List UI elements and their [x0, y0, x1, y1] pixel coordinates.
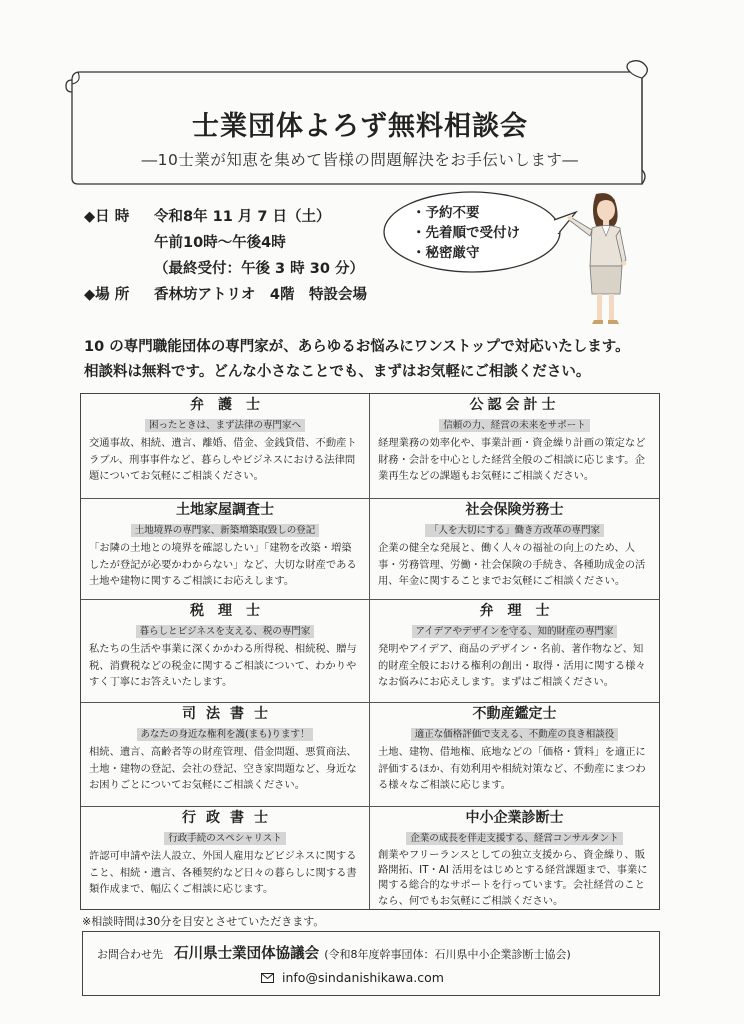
service-name: 不動産鑑定士 [472, 706, 557, 722]
service-cell-real-estate-appraiser [370, 703, 659, 807]
service-description: 企業の健全な発展と、働く人々の福祉の向上のため、人事・労務管理、労働・社会保険の手続き、各種助成金の活用、年金に関することまでお気軽にご相談ください。 [378, 542, 646, 587]
service-name: 弁理士 [479, 603, 564, 619]
place-value: 香林坊アトリオ 4階 特設会場 [154, 287, 367, 303]
intro-text [84, 335, 630, 385]
services-table [80, 393, 660, 910]
service-cell-cpa [370, 394, 659, 499]
service-name: 社会保険労務士 [465, 502, 564, 518]
service-tagline: 適正な価格評価で支える、不動産の良き相談役 [411, 728, 619, 741]
service-cell-tax-accountant [81, 600, 370, 703]
consultation-time-note: ※相談時間は30分を目安とさせていただきます。 [82, 915, 325, 928]
bubble-item: ・秘密厳守 [412, 245, 480, 261]
intro-line: 10 の専門職能団体の専門家が、あらゆるお悩みにワンストップで対応いたします。 [84, 339, 630, 355]
date-label: ◆日 時 [84, 209, 130, 225]
service-tagline: 信頼の力、経営の未来をサポート [439, 419, 590, 432]
service-name: 司法書士 [182, 706, 278, 722]
service-cell-judicial-scrivener [81, 703, 370, 807]
event-info [84, 204, 367, 308]
bubble-item: ・予約不要 [412, 205, 480, 221]
bubble-item: ・先着順で受付け [412, 225, 520, 241]
service-name: 中小企業診断士 [465, 810, 564, 826]
contact-secretariat: (令和8年度幹事団体：石川県中小企業診断士協会) [324, 948, 571, 961]
page-title: 士業団体よろず無料相談会 [192, 111, 528, 142]
time-value: 午前10時～午後4時 [154, 235, 286, 251]
service-description: 「お隣の土地との境界を確認したい」「建物を改築・増築したが登記が必要かわからない」など、大切な財産である土地や建物に関するご相談にお応えします。 [89, 542, 357, 587]
service-cell-labor-consultant [370, 499, 659, 600]
service-cell-sme-consultant [370, 807, 659, 909]
contact-label: お問合わせ先 [97, 948, 163, 961]
service-description: 私たちの生活や事業に深くかかわる所得税、相続税、贈与税、消費税などの税金に関するご相談について、わかりやすく丁寧にお答えいたします。 [89, 643, 357, 688]
service-tagline: 企業の成長を伴走支援する、経営コンサルタント [406, 832, 622, 845]
service-cell-lawyer [81, 394, 370, 499]
service-tagline: 「人を大切にする」働き方改革の専門家 [425, 524, 604, 537]
service-description: 許認可申請や法人設立、外国人雇用などビジネスに関すること、相続・遺言、各種契約など日々の暮らしに関する書類作成まで、幅広くご相談に応じます。 [89, 850, 357, 895]
service-description: 創業やフリーランスとしての独立支援から、資金繰り、販路開拓、IT・AI 活用をはじめとする経営課題まで、事業に関する総合的なサポートを行っています。会社経営のことなら、何でもお気軽にご相談ください。 [378, 849, 648, 907]
contact-email-link[interactable]: info@sindanishikawa.com [282, 970, 444, 985]
page-subtitle: ―10士業が知恵を集めて皆様の問題解決をお手伝いします― [141, 151, 579, 169]
service-cell-patent-attorney [370, 600, 659, 703]
last-accept: （最終受付：午後 3 時 30 分） [154, 261, 364, 277]
service-description: 経理業務の効率化や、事業計画・資金繰り計画の策定など財務・会計を中心とした経営全般のご相談に応じます。企業再生などの課題もお気軽にご相談ください。 [378, 437, 646, 482]
service-tagline: あなたの身近な権利を護(まも)ります！ [137, 728, 314, 741]
service-cell-administrative-scrivener [81, 807, 370, 909]
service-name: 土地家屋調査士 [176, 502, 274, 518]
presenter-illustration [566, 190, 646, 332]
intro-line: 相談料は無料です。どんな小さなことでも、まずはお気軽にご相談ください。 [84, 364, 591, 380]
service-tagline: 土地境界の専門家、新築増築取毀しの登記 [131, 524, 320, 537]
service-tagline: 行政手続のスペシャリスト [164, 832, 286, 845]
service-cell-land-surveyor [81, 499, 370, 600]
service-name: 税理士 [190, 603, 274, 619]
bubble-list [412, 203, 520, 263]
service-name: 弁護士 [190, 397, 274, 413]
envelope-icon [261, 973, 274, 983]
place-label: ◆場 所 [84, 287, 130, 303]
service-description: 土地、建物、借地権、底地などの「価格・賃料」を適正に評価するほか、有効利用や相続対策など、不動産にまつわる様々なご相談に応じます。 [378, 746, 646, 791]
contact-box [82, 931, 660, 996]
service-tagline: 困ったときは、まず法律の専門家へ [145, 419, 305, 432]
contact-organization: 石川県士業団体協議会 [174, 946, 320, 962]
service-name: 行政書士 [182, 810, 278, 826]
service-description: 交通事故、相続、遺言、離婚、借金、金銭貸借、不動産トラブル、刑事事件など、暮らしやビジネスにおける法律問題についてお気軽にご相談ください。 [89, 437, 357, 482]
service-description: 発明やアイデア、商品のデザイン・名前、著作物など、知的財産全般における権利の創出・取得・活用に関する様々なお悩みにお応えします。まずはご相談ください。 [378, 643, 646, 688]
service-name: 公認会計士 [469, 397, 560, 413]
service-tagline: 暮らしとビジネスを支える、税の専門家 [136, 625, 315, 638]
service-tagline: アイデアやデザインを守る、知的財産の専門家 [412, 625, 618, 638]
date-value: 令和8年 11 月 7 日（土） [154, 209, 331, 225]
service-description: 相続、遺言、高齢者等の財産管理、借金問題、悪質商法、土地・建物の登記、会社の登記、空き家問題など、身近なお困りごとについてお気軽にご相談ください。 [89, 746, 357, 791]
